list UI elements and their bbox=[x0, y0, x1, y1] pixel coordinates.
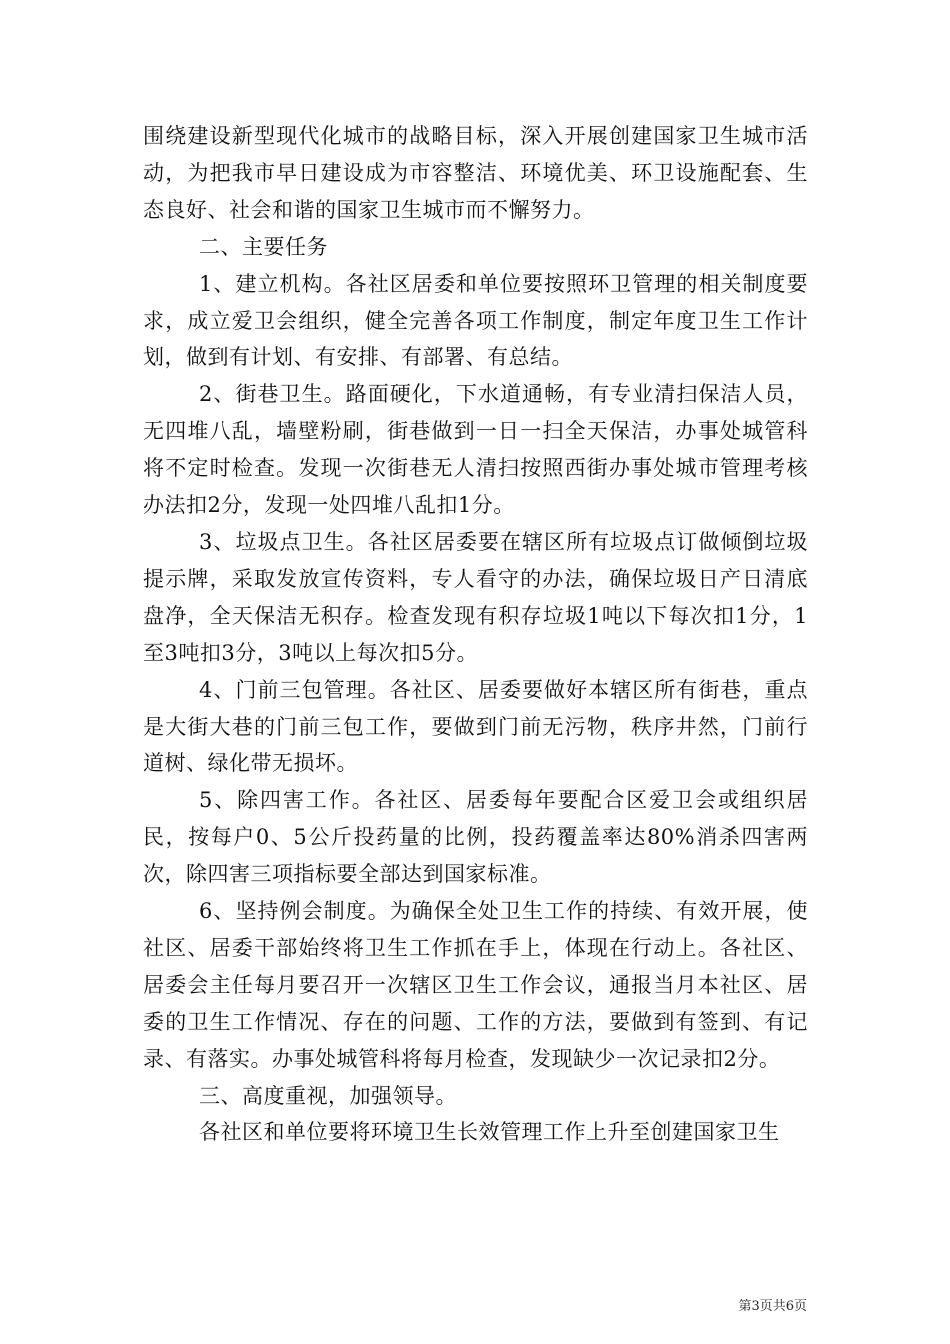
section-heading-leadership: 三、高度重视，加强领导。 bbox=[199, 1083, 457, 1108]
paragraph-task-4: 4、门前三包管理。各社区、居委要做好本辖区所有街巷，重点是大街大巷的门前三包工作，要做到门前无污物，秩序井然，门前行道树、绿化带无损坏。 bbox=[143, 677, 808, 776]
page-number-footer: 第3页共6页 bbox=[738, 1299, 807, 1314]
paragraph-task-3: 3、垃圾点卫生。各社区居委要在辖区所有垃圾点订做倾倒垃圾提示牌，采取发放宣传资料，专人看守的办法，确保垃圾日产日清底盘净，全天保洁无积存。检查发现有积存垃圾1吨以下每次扣1分，1至3吨扣3分，3吨以上每次扣5分。 bbox=[143, 529, 808, 665]
paragraph-intro: 围绕建设新型现代化城市的战略目标，深入开展创建国家卫生城市活动，为把我市早日建设成为市容整洁、环境优美、环卫设施配套、生态良好、社会和谐的国家卫生城市而不懈努力。 bbox=[143, 124, 808, 222]
paragraph-task-6: 6、坚持例会制度。为确保全处卫生工作的持续、有效开展，使社区、居委干部始终将卫生工作抓在手上，体现在行动上。各社区、居委会主任每月要召开一次辖区卫生工作会议，通报当月本社区、居委的卫生工作情况、存在的问题、工作的方法，要做到有签到、有记录、有落实。办事处城管科将每月检查，发现缺少一次记录扣2分。 bbox=[143, 899, 808, 1071]
paragraph-leadership: 各社区和单位要将环境卫生长效管理工作上升至创建国家卫生 bbox=[199, 1120, 780, 1145]
paragraph-task-1: 1、建立机构。各社区居委和单位要按照环卫管理的相关制度要求，成立爱卫会组织，健全完善各项工作制度，制定年度卫生工作计划，做到有计划、有安排、有部署、有总结。 bbox=[143, 271, 808, 370]
paragraph-task-5: 5、除四害工作。各社区、居委每年要配合区爱卫会或组织居民，按每户0、5公斤投药量的比例，投药覆盖率达80%消杀四害两次，除四害三项指标要全部达到国家标准。 bbox=[143, 788, 808, 887]
section-heading-main-tasks: 二、主要任务 bbox=[199, 234, 328, 259]
document-body bbox=[143, 118, 808, 1151]
paragraph-task-2: 2、街巷卫生。路面硬化，下水道通畅，有专业清扫保洁人员，无四堆八乱，墙壁粉刷，街巷做到一日一扫全天保洁，办事处城管科将不定时检查。发现一次街巷无人清扫按照西街办事处城市管理考核办法扣2分，发现一处四堆八乱扣1分。 bbox=[143, 382, 808, 518]
